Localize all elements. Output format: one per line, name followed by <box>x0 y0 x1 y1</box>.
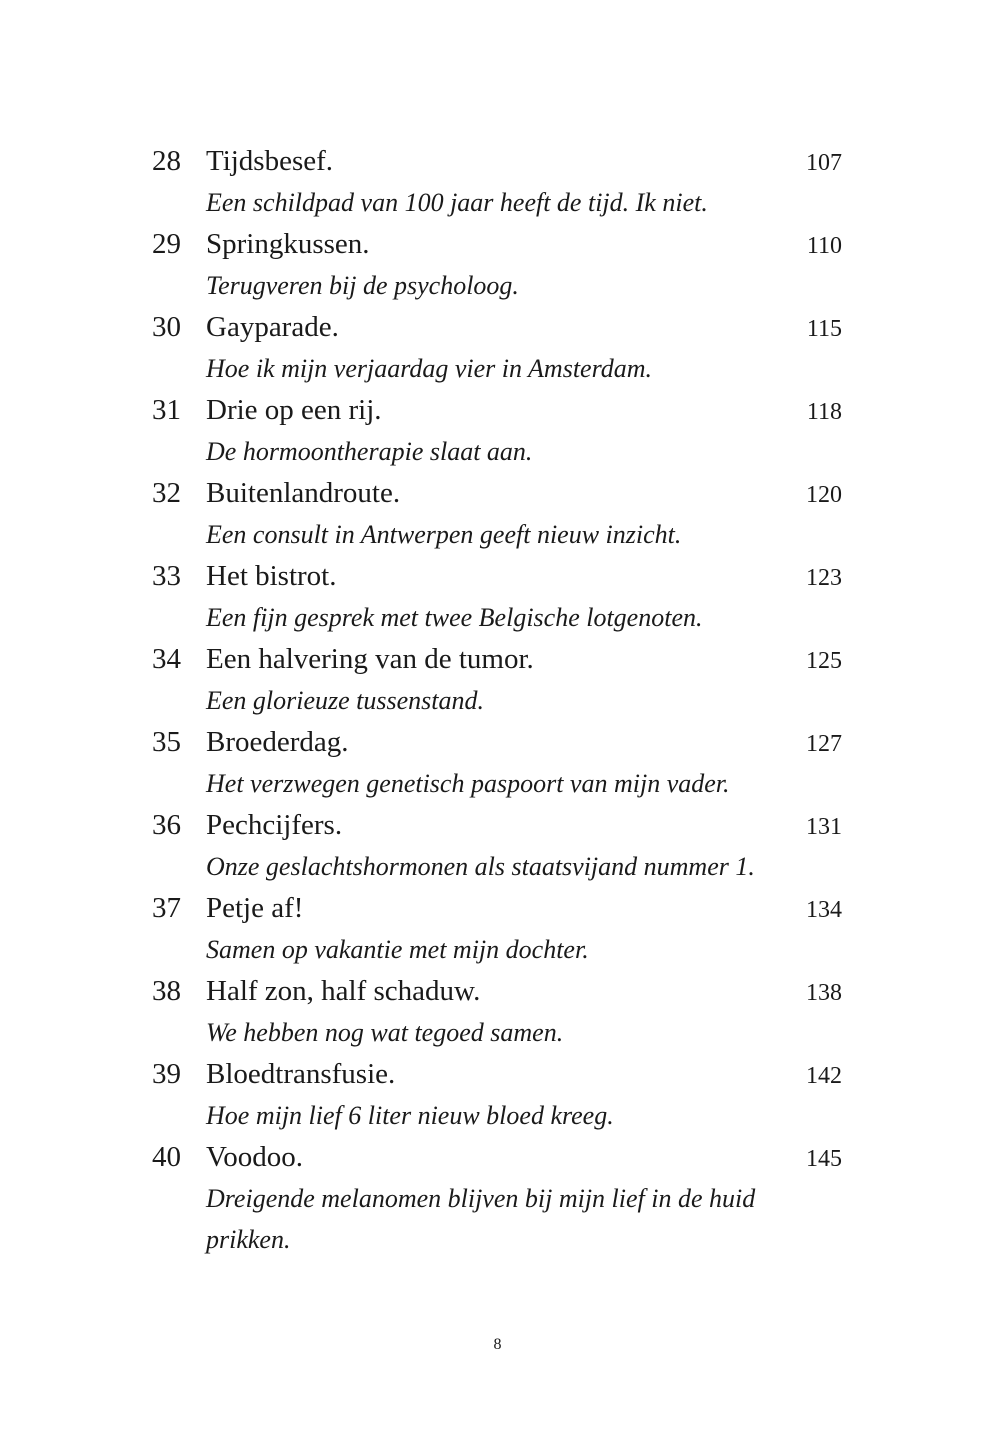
page-number: 107 <box>806 150 842 176</box>
chapter-number: 35 <box>152 726 181 758</box>
toc-entry <box>152 555 842 638</box>
page-number: 118 <box>806 399 842 425</box>
chapter-number: 39 <box>152 1058 181 1090</box>
chapter-number: 31 <box>152 394 181 426</box>
chapter-subtitle: Dreigende melanomen blijven bij mijn lief in de huid prikken. <box>206 1184 756 1254</box>
chapter-title: Petje af! <box>206 892 304 924</box>
toc-entry <box>152 804 842 887</box>
chapter-title: Broederdag. <box>206 726 349 758</box>
page-number: 145 <box>806 1146 842 1172</box>
chapter-subtitle: Een schildpad van 100 jaar heeft de tijd. Ik niet. <box>206 188 708 217</box>
toc-entry <box>152 887 842 970</box>
page-number: 120 <box>806 482 842 508</box>
chapter-subtitle: Onze geslachtshormonen als staatsvijand nummer 1. <box>206 852 755 881</box>
chapter-number: 38 <box>152 975 181 1007</box>
page-number: 138 <box>806 980 842 1006</box>
chapter-subtitle: Samen op vakantie met mijn dochter. <box>206 935 589 964</box>
toc-entry <box>152 1053 842 1136</box>
chapter-subtitle: Hoe ik mijn verjaardag vier in Amsterdam. <box>206 354 653 383</box>
chapter-title: Buitenlandroute. <box>206 477 401 509</box>
toc-entry <box>152 140 842 223</box>
chapter-title: Het bistrot. <box>206 560 337 592</box>
page-number: 127 <box>806 731 842 757</box>
toc-entry <box>152 721 842 804</box>
toc-row <box>152 223 842 265</box>
chapter-subtitle: Een glorieuze tussenstand. <box>206 686 485 715</box>
toc-entry <box>152 306 842 389</box>
toc-row <box>152 970 842 1012</box>
page-folio: 8 <box>493 1336 502 1353</box>
page-number: 123 <box>806 565 842 591</box>
toc-entry <box>152 638 842 721</box>
toc-row <box>152 555 842 597</box>
toc-row <box>152 1053 842 1095</box>
toc-entry <box>152 223 842 306</box>
chapter-number: 32 <box>152 477 181 509</box>
chapter-title: Een halvering van de tumor. <box>206 643 534 675</box>
chapter-title: Pechcijfers. <box>206 809 343 841</box>
toc-entry <box>152 970 842 1053</box>
toc-row <box>152 1136 842 1178</box>
page-number: 110 <box>806 233 842 259</box>
page-number: 125 <box>806 648 842 674</box>
chapter-number: 29 <box>152 228 181 260</box>
chapter-subtitle: Een fijn gesprek met twee Belgische lotgenoten. <box>206 603 703 632</box>
toc-entry <box>152 472 842 555</box>
chapter-title: Half zon, half schaduw. <box>206 975 481 1007</box>
chapter-subtitle: Een consult in Antwerpen geeft nieuw inzicht. <box>206 520 682 549</box>
toc-row <box>152 638 842 680</box>
chapter-number: 34 <box>152 643 181 675</box>
page-number: 131 <box>806 814 842 840</box>
chapter-title: Bloedtransfusie. <box>206 1058 396 1090</box>
toc-entry <box>152 389 842 472</box>
page-number: 142 <box>806 1063 842 1089</box>
chapter-subtitle: De hormoontherapie slaat aan. <box>206 437 533 466</box>
chapter-number: 28 <box>152 145 181 177</box>
toc-row <box>152 389 842 431</box>
toc-row <box>152 887 842 929</box>
chapter-title: Springkussen. <box>206 228 370 260</box>
chapter-number: 37 <box>152 892 181 924</box>
chapter-subtitle: Het verzwegen genetisch paspoort van mijn vader. <box>206 769 730 798</box>
chapter-title: Tijdsbesef. <box>206 145 334 177</box>
toc-row <box>152 140 842 182</box>
chapter-subtitle: Hoe mijn lief 6 liter nieuw bloed kreeg. <box>206 1101 614 1130</box>
toc-row <box>152 472 842 514</box>
page-number: 134 <box>806 897 842 923</box>
chapter-number: 33 <box>152 560 181 592</box>
chapter-title: Voodoo. <box>206 1141 303 1173</box>
chapter-title: Drie op een rij. <box>206 394 382 426</box>
toc-row <box>152 721 842 763</box>
toc-row <box>152 804 842 846</box>
chapter-title: Gayparade. <box>206 311 339 343</box>
toc-entry <box>152 1136 842 1260</box>
chapter-subtitle: We hebben nog wat tegoed samen. <box>206 1018 564 1047</box>
chapter-number: 40 <box>152 1141 181 1173</box>
chapter-subtitle: Terugveren bij de psycholoog. <box>206 271 519 300</box>
table-of-contents <box>152 140 842 1260</box>
toc-row <box>152 306 842 348</box>
page-number: 115 <box>806 316 842 342</box>
chapter-number: 30 <box>152 311 181 343</box>
chapter-number: 36 <box>152 809 181 841</box>
